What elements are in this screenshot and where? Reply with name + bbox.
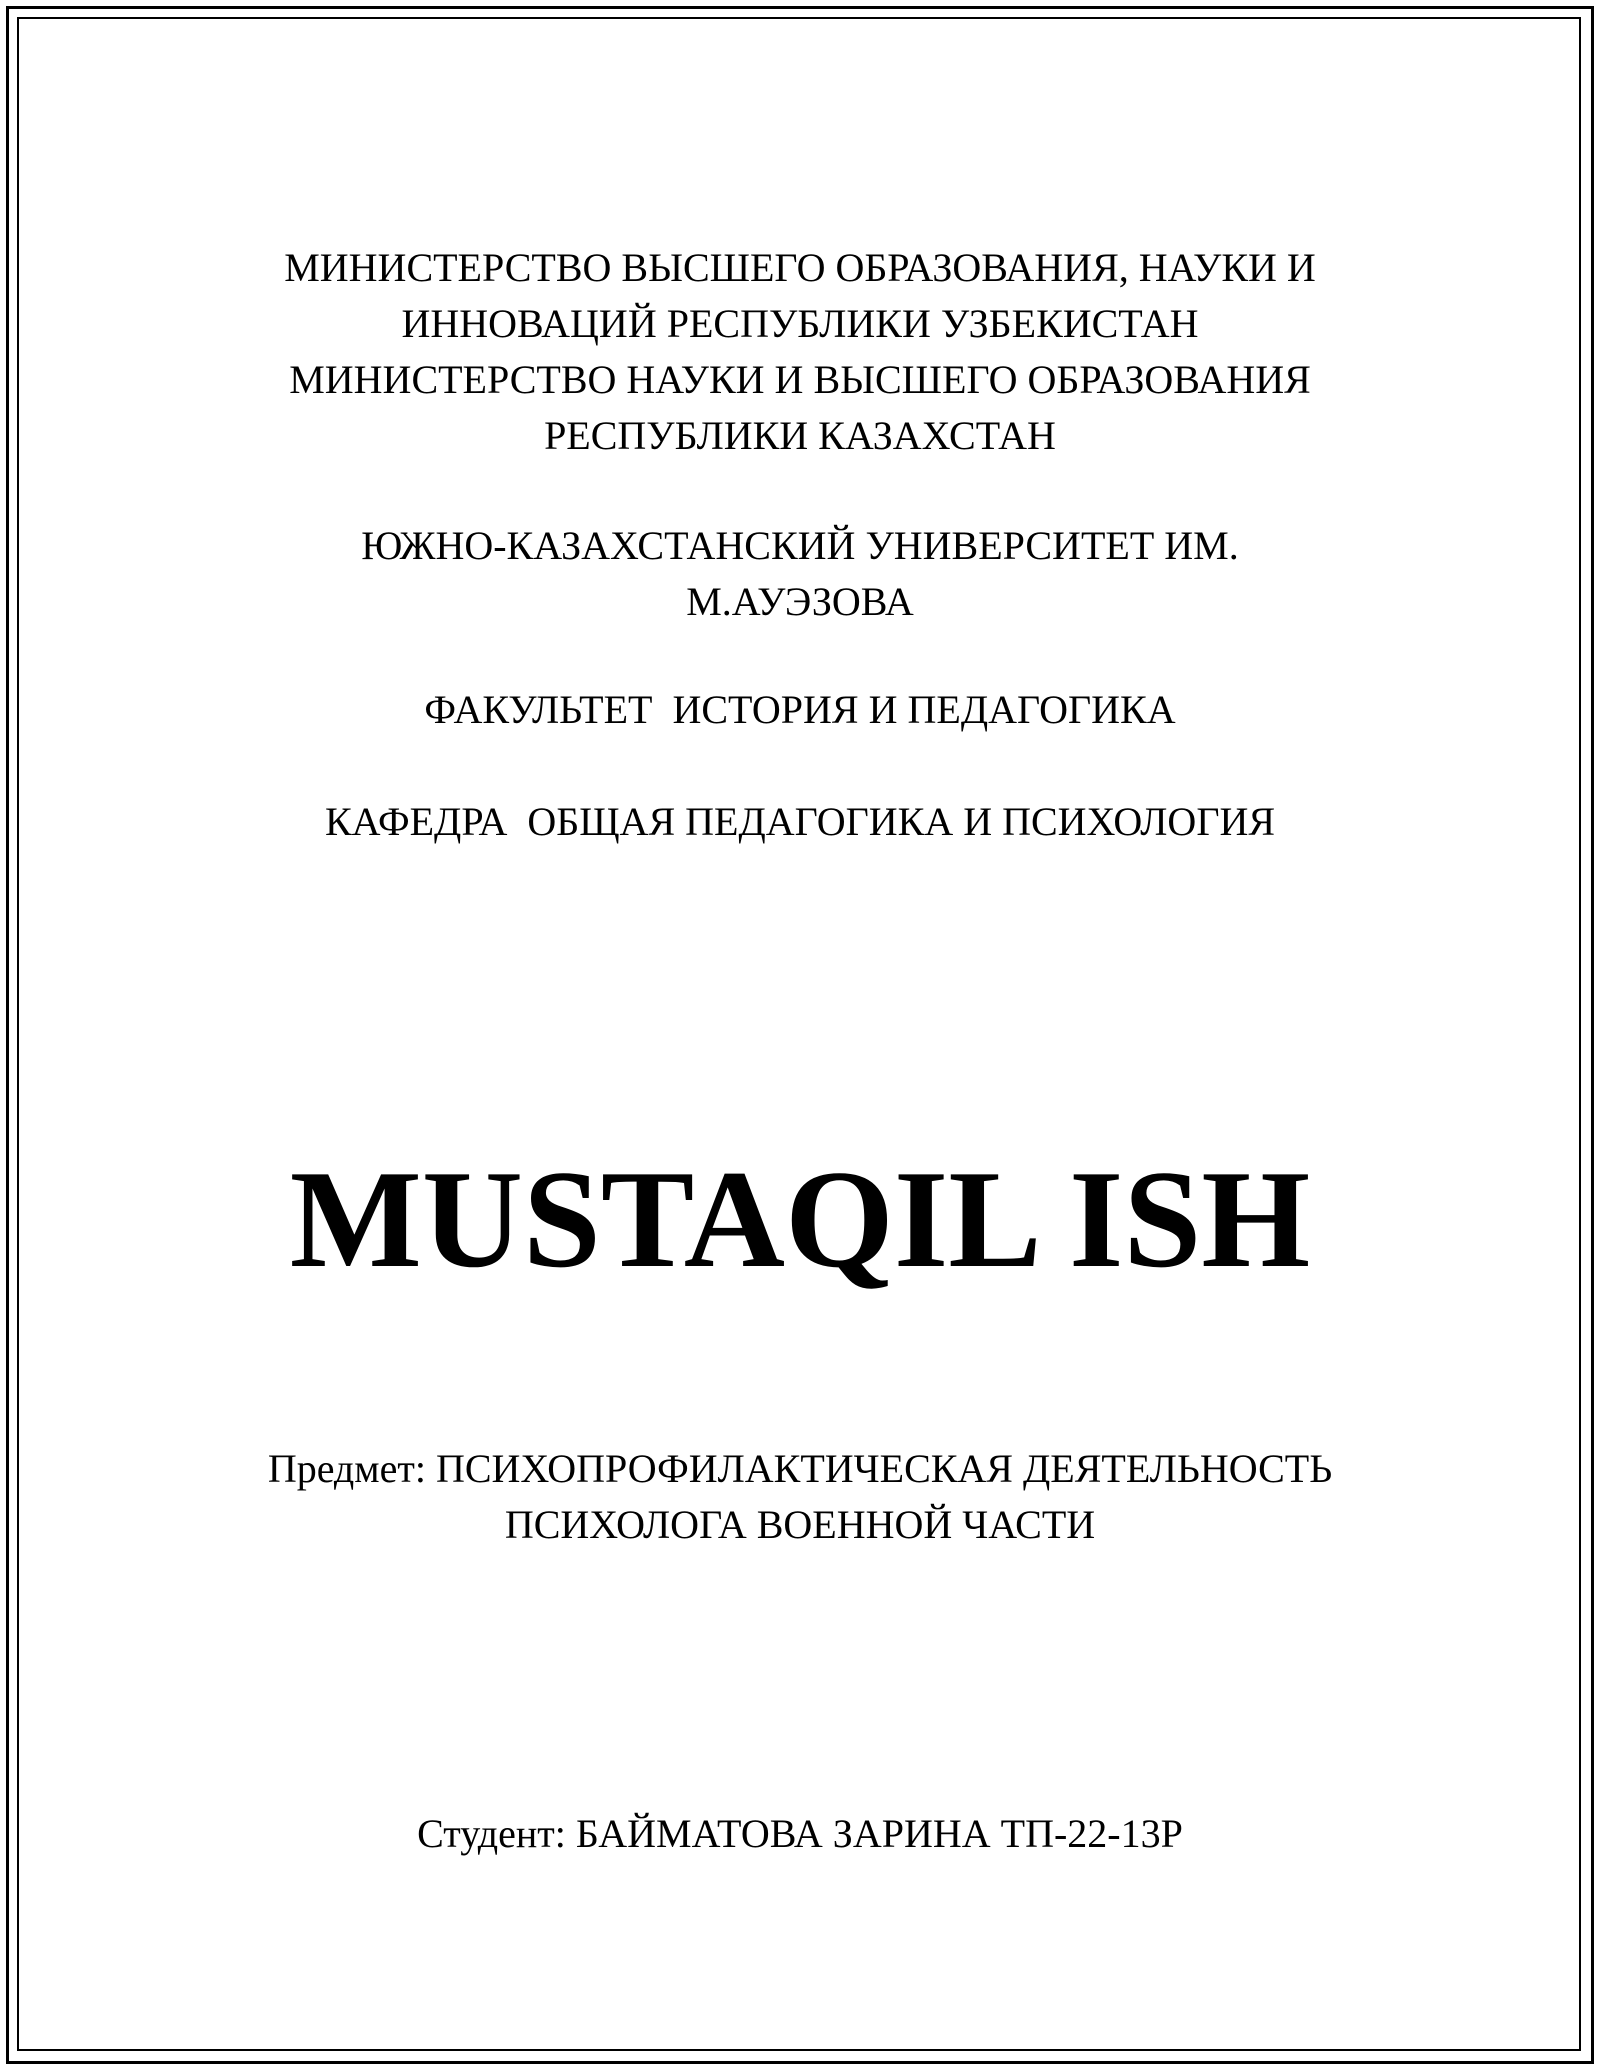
ministries-heading (0, 240, 1600, 464)
subject-block (0, 1441, 1600, 1553)
department-heading (0, 794, 1600, 850)
ministry-line: МИНИСТЕРСТВО НАУКИ И ВЫСШЕГО ОБРАЗОВАНИЯ (289, 357, 1311, 402)
university-line: ЮЖНО-КАЗАХСТАНСКИЙ УНИВЕРСИТЕТ ИМ. (361, 523, 1239, 568)
department-line: КАФЕДРА ОБЩАЯ ПЕДАГОГИКА И ПСИХОЛОГИЯ (324, 799, 1276, 844)
student-line: Студент: БАЙМАТОВА ЗАРИНА ТП-22-13Р (417, 1811, 1183, 1856)
subject-line: Предмет: ПСИХОПРОФИЛАКТИЧЕСКАЯ ДЕЯТЕЛЬНОСТЬ (267, 1446, 1333, 1491)
ministry-line: РЕСПУБЛИКИ КАЗАХСТАН (544, 413, 1056, 458)
faculty-line: ФАКУЛЬТЕТ ИСТОРИЯ И ПЕДАГОГИКА (424, 687, 1176, 732)
university-heading (0, 518, 1600, 630)
faculty-heading (0, 682, 1600, 738)
document-title: MUSTAQIL ISH (289, 1142, 1311, 1297)
ministry-line: ИННОВАЦИЙ РЕСПУБЛИКИ УЗБЕКИСТАН (401, 301, 1199, 346)
student-block (0, 1806, 1600, 1862)
university-line: М.АУЭЗОВА (686, 579, 914, 624)
ministry-line: МИНИСТЕРСТВО ВЫСШЕГО ОБРАЗОВАНИЯ, НАУКИ И (284, 245, 1316, 290)
subject-line: ПСИХОЛОГА ВОЕННОЙ ЧАСТИ (504, 1502, 1096, 1547)
